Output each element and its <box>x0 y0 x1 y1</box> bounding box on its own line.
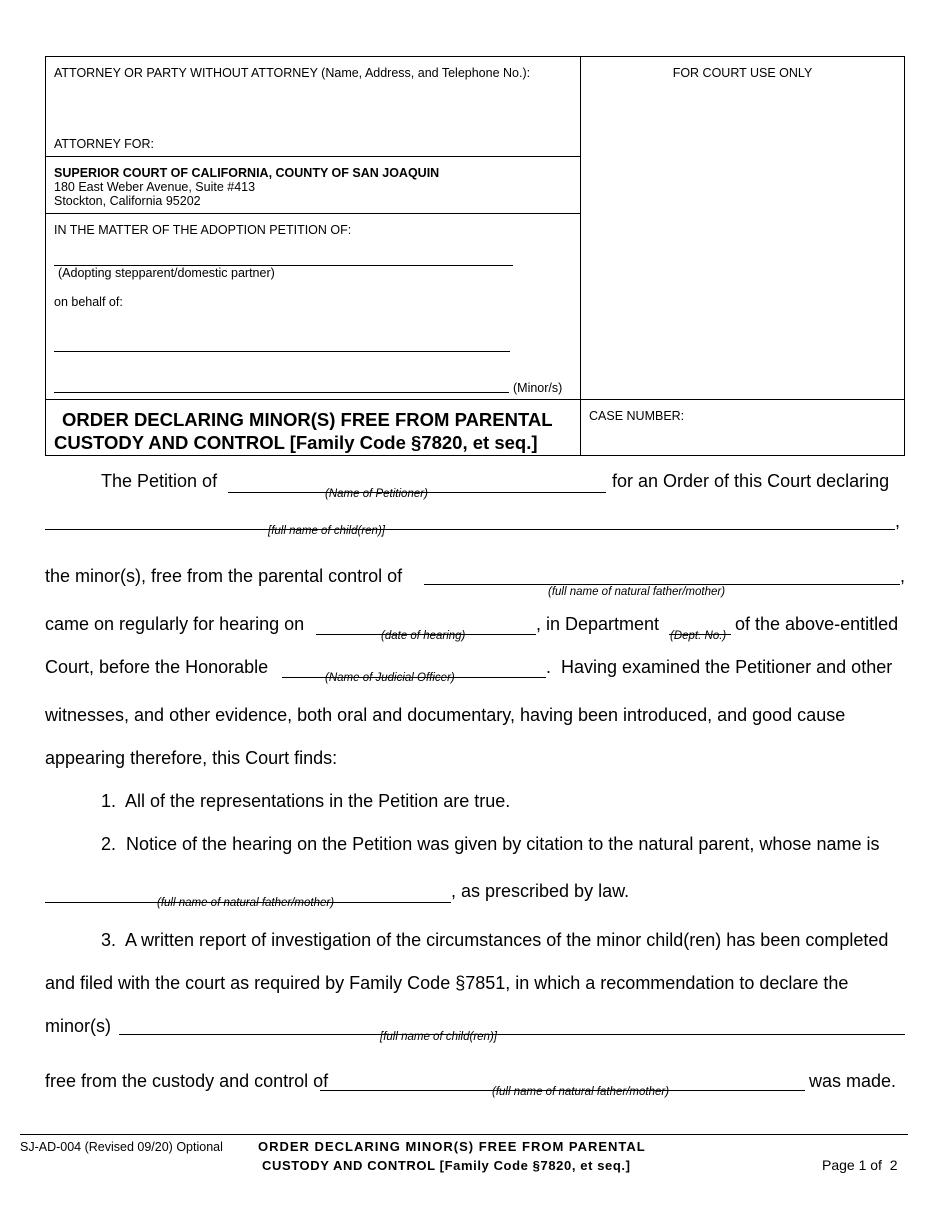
case-number-label: CASE NUMBER: <box>589 409 685 423</box>
hearing-text-start: came on regularly for hearing on <box>45 614 305 634</box>
child-line-comma: , <box>895 511 901 531</box>
form-id: SJ-AD-004 (Revised 09/20) Optional <box>20 1140 223 1154</box>
finding-1: 1. All of the representations in the Petition are true. <box>101 791 511 811</box>
appearing-text: appearing therefore, this Court finds: <box>45 748 338 768</box>
page-number: Page 1 of 2 <box>822 1157 898 1173</box>
witnesses-text: witnesses, and other evidence, both oral and documentary, having been introduced, and good cause <box>45 705 846 725</box>
footer-title-line2: CUSTODY AND CONTROL [Family Code §7820, et seq.] <box>262 1158 631 1173</box>
finding-3-custody-text: free from the custody and control of <box>45 1071 329 1091</box>
footer-title-line1: ORDER DECLARING MINOR(S) FREE FROM PARENTAL <box>258 1139 646 1154</box>
hearing-date-caption: (date of hearing) <box>381 630 466 642</box>
petitioner-name-caption: (Name of Petitioner) <box>325 488 428 500</box>
finding-3-line1: 3. A written report of investigation of the circumstances of the minor child(ren) has been completed <box>101 930 889 950</box>
finding-3-parent-caption: (full name of natural father/mother) <box>492 1086 670 1098</box>
finding-2-end: , as prescribed by law. <box>451 881 630 901</box>
finding-3-minors-text: minor(s) <box>45 1016 111 1036</box>
behalf-label: on behalf of: <box>54 295 123 309</box>
title-line2: CUSTODY AND CONTROL [Family Code §7820, et seq.] <box>54 432 538 453</box>
hearing-text-end: of the above-entitled <box>735 614 899 634</box>
court-address-line1: 180 East Weber Avenue, Suite #413 <box>54 180 256 194</box>
judicial-officer-caption: (Name of Judicial Officer) <box>325 672 455 684</box>
child-name-caption: [full name of child(ren)] <box>268 525 385 537</box>
attorney-label: ATTORNEY OR PARTY WITHOUT ATTORNEY (Name, Address, and Telephone No.): <box>54 66 531 80</box>
court-name: SUPERIOR COURT OF CALIFORNIA, COUNTY OF SAN JOAQUIN <box>54 166 440 180</box>
petition-text-end: for an Order of this Court declaring <box>612 471 890 491</box>
minor-name-line-1[interactable] <box>54 351 510 352</box>
examined-text: . Having examined the Petitioner and other <box>546 657 893 677</box>
title-line1: ORDER DECLARING MINOR(S) FREE FROM PARENTAL <box>62 409 553 430</box>
matter-label: IN THE MATTER OF THE ADOPTION PETITION OF: <box>54 223 352 237</box>
parent-name-line[interactable] <box>424 584 900 585</box>
child-name-line[interactable] <box>45 529 895 530</box>
parental-control-text: the minor(s), free from the parental control of <box>45 566 403 586</box>
minor-name-line-2[interactable] <box>54 392 509 393</box>
court-use-box <box>580 56 905 400</box>
finding-2-parent-caption: (full name of natural father/mother) <box>157 897 335 909</box>
petition-text-start: The Petition of <box>101 471 218 491</box>
footer-rule <box>20 1134 908 1135</box>
parent-line-comma: , <box>900 566 906 586</box>
finding-3-end: was made. <box>809 1071 897 1091</box>
finding-2: 2. Notice of the hearing on the Petition was given by citation to the natural parent, whose name is <box>101 834 880 854</box>
matter-box <box>45 213 581 400</box>
department-text: , in Department <box>536 614 660 634</box>
attorney-for-label: ATTORNEY FOR: <box>54 137 155 151</box>
court-address-line2: Stockton, California 95202 <box>54 194 201 208</box>
adopting-label: (Adopting stepparent/domestic partner) <box>58 266 275 280</box>
minors-label: (Minor/s) <box>513 381 563 395</box>
honorable-text: Court, before the Honorable <box>45 657 269 677</box>
case-number-box <box>580 399 905 456</box>
finding-3-child-caption: [full name of child(ren)] <box>380 1031 497 1043</box>
parent-name-caption: (full name of natural father/mother) <box>548 586 726 598</box>
finding-3-line2: and filed with the court as required by Family Code §7851, in which a recommendation to declare the <box>45 973 849 993</box>
court-use-label: FOR COURT USE ONLY <box>672 66 813 80</box>
finding-3-child-line[interactable] <box>119 1034 905 1035</box>
department-caption: (Dept. No.) <box>670 630 727 642</box>
